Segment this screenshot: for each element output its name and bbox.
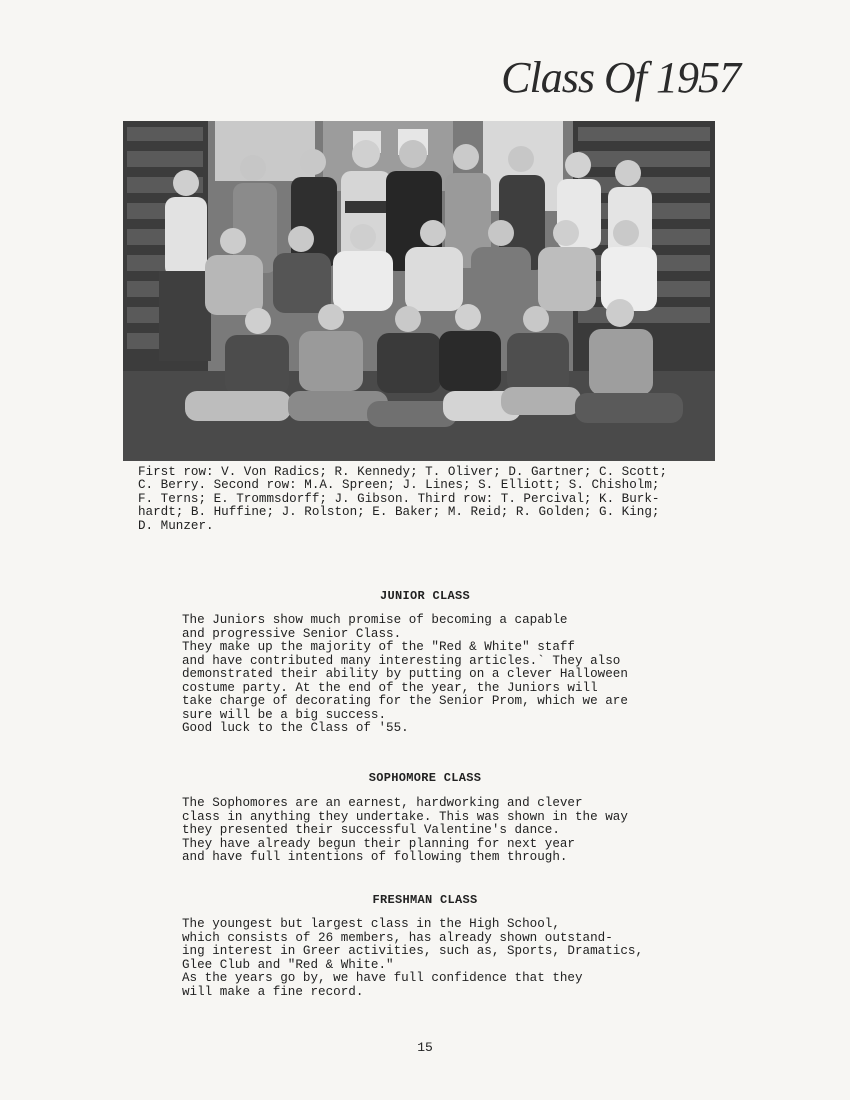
junior-class-heading: JUNIOR CLASS bbox=[379, 589, 470, 603]
freshman-class-text: The youngest but largest class in the High School, which consists of 26 members, has already shown outstand- ing interest in Greer activities, such as, Sports, Dramatics, Glee Club and "Red & White." As the years go by, we have full confidence that they will make a fine record. bbox=[182, 917, 644, 999]
class-photo bbox=[123, 121, 715, 461]
page-title: Class Of 1957 bbox=[501, 53, 740, 102]
photo-caption: First row: V. Von Radics; R. Kennedy; T. Oliver; D. Gartner; C. Scott; C. Berry. Second row: M.A. Spreen; J. Lines; S. Elliott; S. Chisholm; F. Terns; E. Trommsdorff; J. Gibson. Third row: T. Percival; K. Burk- hardt; B. Huffine; J. Rolston; E. Baker; M. Reid; R. Golden; G. King; D. Munzer. bbox=[138, 465, 668, 533]
page-number: 15 bbox=[417, 1040, 433, 1055]
sophomore-class-heading: SOPHOMORE CLASS bbox=[368, 771, 482, 785]
freshman-class-heading: FRESHMAN CLASS bbox=[372, 893, 478, 907]
junior-class-text: The Juniors show much promise of becoming a capable and progressive Senior Class. They make up the majority of the "Red & White" staff and have contributed many interesting articles.` They also demonstrated their ability by putting on a clever Halloween costume party. At the end of the year, the Juniors will take charge of decorating for the Senior Prom, which we are sure will be a big success. Good luck to the Class of '55. bbox=[182, 613, 628, 735]
class-photo-image bbox=[123, 121, 715, 461]
sophomore-class-text: The Sophomores are an earnest, hardworking and clever class in anything they undertake. This was shown in the way they presented their successful Valentine's dance. They have already begun their planning for next year and have full intentions of following them through. bbox=[182, 796, 628, 864]
